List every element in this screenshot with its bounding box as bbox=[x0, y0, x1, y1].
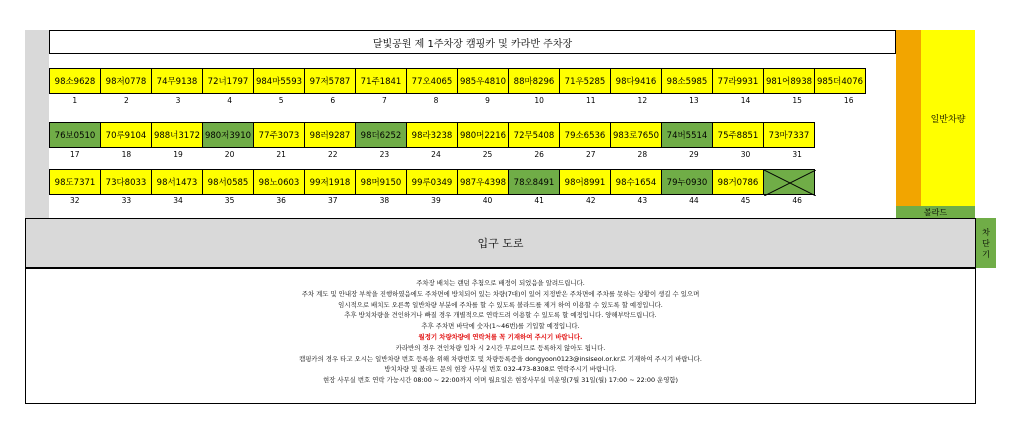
slot-number: 28 bbox=[637, 150, 648, 159]
plate-number: 98더6252 bbox=[360, 131, 402, 141]
parking-slot bbox=[49, 169, 101, 195]
parking-slot bbox=[304, 68, 356, 94]
parking-slot bbox=[100, 68, 152, 94]
left-gray-strip bbox=[25, 30, 49, 218]
slot-number: 30 bbox=[740, 150, 751, 159]
parking-slot bbox=[712, 122, 764, 148]
slot-number: 38 bbox=[379, 196, 390, 205]
plate-number: 78오8491 bbox=[513, 178, 555, 188]
plate-number: 73다8033 bbox=[105, 178, 147, 188]
parking-slot bbox=[355, 122, 407, 148]
parking-slot bbox=[559, 122, 611, 148]
parking-slot bbox=[457, 122, 509, 148]
plate-number: 980머2216 bbox=[459, 131, 507, 141]
slot-number: 32 bbox=[70, 196, 80, 205]
parking-slot bbox=[610, 68, 662, 94]
barrier-char: 단 bbox=[982, 238, 990, 248]
parking-slot bbox=[712, 169, 764, 195]
plate-number: 98머9150 bbox=[360, 178, 402, 188]
slot-number: 39 bbox=[431, 196, 441, 205]
slot-number: 18 bbox=[121, 150, 132, 159]
parking-slot bbox=[559, 169, 611, 195]
parking-slot bbox=[151, 122, 203, 148]
parking-slot bbox=[49, 68, 101, 94]
plate-number: 79누0930 bbox=[666, 178, 708, 188]
plate-number: 73마7337 bbox=[768, 131, 810, 141]
slot-number: 22 bbox=[327, 150, 338, 159]
parking-slot bbox=[763, 68, 815, 94]
slot-number: 26 bbox=[534, 150, 544, 159]
parking-slot bbox=[151, 68, 203, 94]
slot-number: 2 bbox=[124, 96, 129, 105]
parking-slot bbox=[202, 68, 254, 94]
plate-number: 77오4065 bbox=[411, 77, 453, 87]
plate-number: 70루9104 bbox=[105, 131, 147, 141]
plate-number: 75주8851 bbox=[717, 131, 759, 141]
plate-number: 88마8296 bbox=[513, 77, 555, 87]
slot-number: 27 bbox=[585, 150, 596, 159]
slot-numbers-row-3 bbox=[49, 196, 823, 205]
page-title: 달빛공원 제 1주차장 캠핑카 및 카라반 주차장 bbox=[49, 30, 896, 54]
parking-slot bbox=[661, 122, 713, 148]
plate-number: 71주1841 bbox=[360, 77, 402, 87]
slot-number: 43 bbox=[637, 196, 648, 205]
plate-number: 98노0603 bbox=[258, 178, 300, 188]
notice-line: 추후 주차면 바닥에 숫자(1~46번)를 기입할 예정입니다. bbox=[421, 322, 580, 331]
slot-number: 45 bbox=[740, 196, 751, 205]
slot-number: 24 bbox=[431, 150, 441, 159]
plate-number: 77주3073 bbox=[258, 131, 300, 141]
slot-number: 37 bbox=[327, 196, 338, 205]
plate-number: 98소5985 bbox=[666, 77, 708, 87]
notice-line: 주차 계도 및 안내장 부착을 진행하였음에도 주차면에 방치되어 있는 차량(7대)이 있어 지정받은 주차면에 주차를 못하는 상황이 생길 수 있으며 bbox=[301, 289, 700, 298]
slot-number: 15 bbox=[792, 96, 802, 105]
parking-slot bbox=[661, 169, 713, 195]
parking-slot-unavailable bbox=[763, 169, 815, 195]
parking-slot bbox=[457, 169, 509, 195]
parking-slot bbox=[355, 169, 407, 195]
slot-number: 33 bbox=[121, 196, 132, 205]
parking-slot bbox=[49, 122, 101, 148]
plate-number: 981어8938 bbox=[765, 77, 813, 87]
slot-number: 5 bbox=[278, 96, 284, 105]
plate-number: 98도7371 bbox=[54, 178, 96, 188]
plate-number: 97저5787 bbox=[309, 77, 351, 87]
plate-number: 988너3172 bbox=[153, 131, 201, 141]
parking-slot bbox=[406, 122, 458, 148]
slot-number: 13 bbox=[689, 96, 699, 105]
parking-slot bbox=[253, 169, 305, 195]
plate-number: 980저3910 bbox=[204, 131, 252, 141]
slot-number: 11 bbox=[585, 96, 596, 105]
plate-number: 98다9416 bbox=[615, 77, 657, 87]
slot-number: 36 bbox=[276, 196, 286, 205]
parking-slot bbox=[610, 122, 662, 148]
parking-slot bbox=[610, 169, 662, 195]
slot-number: 8 bbox=[433, 96, 439, 105]
parking-slot bbox=[253, 122, 305, 148]
plate-number: 98저0778 bbox=[105, 77, 147, 87]
plate-number: 71우5285 bbox=[564, 77, 606, 87]
plate-number: 98서0585 bbox=[207, 178, 249, 188]
parking-slot bbox=[151, 169, 203, 195]
slot-number: 19 bbox=[173, 150, 183, 159]
slot-number: 1 bbox=[72, 96, 78, 105]
plate-number: 72무5408 bbox=[513, 131, 555, 141]
plate-number: 985더4076 bbox=[816, 77, 864, 87]
plate-number: 98어8991 bbox=[564, 178, 606, 188]
parking-slot bbox=[406, 169, 458, 195]
slot-number: 20 bbox=[224, 150, 235, 159]
parking-row-3 bbox=[49, 169, 815, 195]
parking-slot bbox=[508, 68, 560, 94]
slot-number: 21 bbox=[276, 150, 286, 159]
notice-line: 카라반의 경우 견인차량 입차 시 2시간 무료이므로 등록하지 않아도 됩니다. bbox=[395, 343, 606, 352]
slot-number: 14 bbox=[740, 96, 751, 105]
parking-slot bbox=[508, 169, 560, 195]
plate-number: 98소9628 bbox=[54, 77, 96, 87]
barrier-char: 기 bbox=[982, 249, 990, 259]
parking-slot bbox=[712, 68, 764, 94]
plate-number: 99루0349 bbox=[411, 178, 453, 188]
plate-number: 77라9931 bbox=[717, 77, 759, 87]
slot-number: 42 bbox=[585, 196, 596, 205]
slot-number: 44 bbox=[689, 196, 699, 205]
parking-slot bbox=[763, 122, 815, 148]
notice-line: 방치차량 및 볼라드 문의 현장 사무실 번호 032-473-8308로 연락주시기 바랍니다. bbox=[384, 365, 617, 374]
plate-number: 985우4810 bbox=[459, 77, 507, 87]
plate-number: 983로7650 bbox=[612, 131, 660, 141]
notice-line: 주차장 배치는 랜덤 추첨으로 배정이 되었음을 알려드립니다. bbox=[416, 279, 585, 287]
slot-number: 25 bbox=[482, 150, 493, 159]
plate-number: 76보0510 bbox=[54, 131, 96, 141]
slot-number: 10 bbox=[534, 96, 544, 105]
plate-number: 98수1654 bbox=[615, 178, 657, 188]
plate-number: 98러9287 bbox=[309, 131, 351, 141]
slot-number: 46 bbox=[792, 196, 802, 205]
parking-slot bbox=[202, 122, 254, 148]
parking-slot bbox=[406, 68, 458, 94]
slot-number: 17 bbox=[70, 150, 80, 159]
orange-lane bbox=[896, 30, 921, 206]
plate-number: 79소6536 bbox=[564, 131, 606, 141]
slot-number: 23 bbox=[379, 150, 390, 159]
notice-line-highlight: 월정기 차량차량에 연락처를 꼭 기재하여 주시기 바랍니다. bbox=[418, 332, 583, 341]
notice-line: 캠핑카의 경우 타고 오시는 일반차량 번호 등록을 위해 차량번호 및 차량등록증을 dongyoon0123@insiseol.or.kr로 기재하여 주시기 바랍니다. bbox=[299, 354, 702, 363]
slot-number: 3 bbox=[175, 96, 181, 105]
slot-number: 4 bbox=[227, 96, 232, 105]
general-vehicle-area: 일반차량 bbox=[921, 30, 975, 206]
plate-number: 98거0786 bbox=[717, 178, 759, 188]
slot-number: 7 bbox=[381, 96, 387, 105]
plate-number: 987우4398 bbox=[459, 178, 507, 188]
parking-slot bbox=[100, 169, 152, 195]
slot-number: 35 bbox=[224, 196, 235, 205]
slot-number: 9 bbox=[485, 96, 490, 105]
parking-slot bbox=[304, 122, 356, 148]
parking-slot bbox=[457, 68, 509, 94]
parking-slot bbox=[100, 122, 152, 148]
parking-slot bbox=[202, 169, 254, 195]
slot-number: 6 bbox=[330, 96, 336, 105]
barrier-char: 차 bbox=[982, 227, 990, 237]
parking-slot bbox=[508, 122, 560, 148]
notice-line: 추후 방치차량을 견인하거나 빠질 경우 개별적으로 연락드려 이용할 수 있도록 할 예정입니다. 양해부탁드립니다. bbox=[344, 311, 657, 320]
parking-slot bbox=[355, 68, 407, 94]
notice-line: 현장 사무실 번호 연락 가능시간 08:00 ~ 22:00까지 이며 월요일은 현장사무실 미운영(7월 31일(월) 17:00 ~ 22:00 운영함) bbox=[322, 376, 679, 385]
notice-line: 임시적으로 배치도 오른쪽 일반차량 부분에 주차를 할 수 있도록 볼라드를 제거 하여 이용할 수 있도록 할 예정입니다. bbox=[338, 300, 663, 309]
plate-number: 98서1473 bbox=[156, 178, 198, 188]
slot-number: 40 bbox=[482, 196, 493, 205]
slot-number: 31 bbox=[792, 150, 802, 159]
slot-number: 16 bbox=[843, 96, 854, 105]
slot-numbers-row-2 bbox=[49, 150, 823, 159]
parking-slot bbox=[661, 68, 713, 94]
entrance-road: 입구 도로 bbox=[25, 218, 976, 268]
slot-number: 12 bbox=[637, 96, 648, 105]
parking-row-1 bbox=[49, 68, 866, 94]
parking-row-2 bbox=[49, 122, 815, 148]
parking-slot bbox=[253, 68, 305, 94]
parking-slot bbox=[559, 68, 611, 94]
plate-number: 74무9138 bbox=[156, 77, 198, 87]
slot-numbers-row-1 bbox=[49, 96, 875, 105]
notice-box bbox=[25, 268, 976, 404]
parking-slot bbox=[814, 68, 866, 94]
plate-number: 984마5593 bbox=[255, 77, 303, 87]
barrier-gate bbox=[976, 218, 996, 268]
slot-number: 41 bbox=[534, 196, 544, 205]
plate-number: 98라3238 bbox=[411, 131, 453, 141]
slot-number: 34 bbox=[173, 196, 183, 205]
cross-icon bbox=[764, 170, 816, 196]
slot-number: 29 bbox=[689, 150, 699, 159]
parking-slot bbox=[304, 169, 356, 195]
bollard-label: 볼라드 bbox=[896, 206, 975, 218]
plate-number: 99저1918 bbox=[309, 178, 351, 188]
plate-number: 72너1797 bbox=[207, 77, 249, 87]
plate-number: 74버5514 bbox=[666, 131, 708, 141]
